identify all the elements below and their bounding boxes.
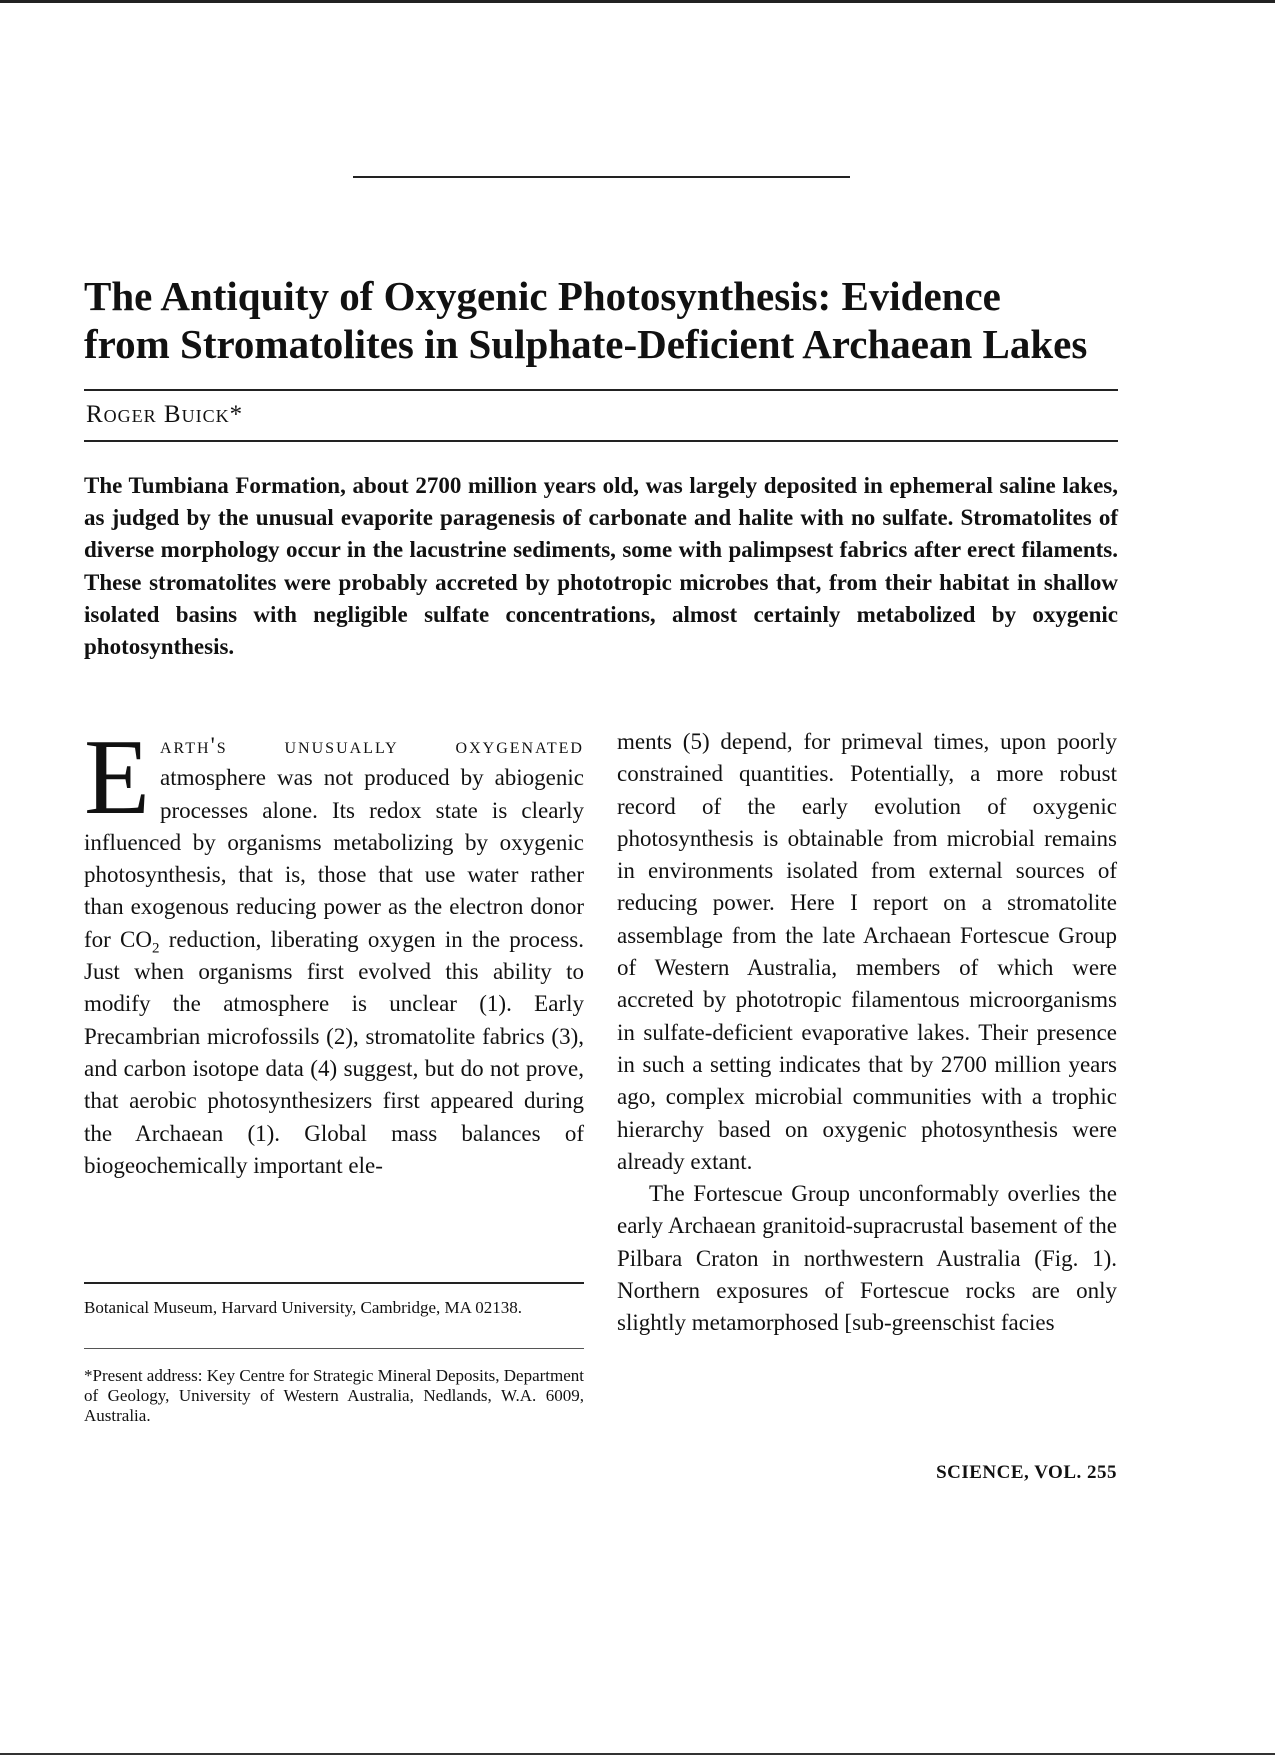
article-title xyxy=(84,272,1124,368)
intro-paragraph xyxy=(84,718,584,1182)
drop-cap: E xyxy=(84,718,150,837)
affiliation-footnote: Botanical Museum, Harvard University, Cambridge, MA 02138. xyxy=(84,1298,522,1317)
page-top-border xyxy=(0,0,1275,3)
right-paragraph-1: ments (5) depend, for primeval times, upon poorly constrained quantities. Potentially, a more robust record of the early evolution of oxygenic photosynthesis is obtainable from microbial remains in environments isolated from external sources of reducing power. Here I report on a stromatolite assemblage from the late Archaean Fortescue Group of Western Australia, members of which were accreted by phototropic filamentous microorganisms in sulfate-deficient evaporative lakes. Their presence in such a setting indicates that by 2700 million years ago, complex microbial communities with a trophic hierarchy based on oxygenic photosynthesis were already extant. xyxy=(617,729,1117,1174)
intro-text-a: atmosphere was not produced by abiogenic processes alone. Its redox state is clearly influenced by organisms metabolizing by oxygenic photosynthesis, that is, those that use water rather than exogenous reducing power as the electron donor for CO xyxy=(84,765,584,952)
footnote-rule xyxy=(84,1282,584,1284)
author-rule xyxy=(84,440,1118,442)
title-line-1: The Antiquity of Oxygenic Photosynthesis: Evidence xyxy=(84,273,1001,319)
lead-in-text: arth's unusually oxygenated xyxy=(159,733,584,758)
title-rule xyxy=(84,389,1118,391)
running-footer: SCIENCE, VOL. 255 xyxy=(936,1462,1117,1483)
body-column-right xyxy=(617,726,1117,1340)
header-rule xyxy=(353,176,850,178)
present-address-footnote: *Present address: Key Centre for Strategic Mineral Deposits, Department of Geology, University of Western Australia, Nedlands, W.A. 6009, Australia. xyxy=(84,1366,584,1425)
title-line-2: from Stromatolites in Sulphate-Deficient Archaean Lakes xyxy=(84,321,1088,367)
body-column-left xyxy=(84,718,584,1182)
author-name: Roger Buick* xyxy=(86,401,244,428)
co2-subscript: 2 xyxy=(152,940,160,957)
abstract: The Tumbiana Formation, about 2700 million years old, was largely deposited in ephemeral saline lakes, as judged by the unusual evaporite paragenesis of carbonate and halite with no sulfate. Stromatolites of diverse morphology occur in the lacustrine sediments, some with palimpsest fabrics after erect filaments. These stromatolites were probably accreted by phototropic microbes that, from their habitat in shallow isolated basins with negligible sulfate concentrations, almost certainly metabolized by oxygenic photosynthesis. xyxy=(84,473,1118,660)
right-paragraph-2: The Fortescue Group unconformably overlies the early Archaean granitoid-supracrustal basement of the Pilbara Craton in northwestern Australia (Fig. 1). Northern exposures of Fortescue rocks are only slightly metamorphosed [sub-greenschist facies xyxy=(617,1181,1117,1336)
footnote-separator xyxy=(84,1348,584,1349)
intro-text-b: reduction, liberating oxygen in the process. Just when organisms first evolved this ability to modify the atmosphere is unclear (1). Early Precambrian microfossils (2), stromatolite fabrics (3), and carbon isotope data (4) suggest, but do not prove, that aerobic photosynthesizers first appeared during the Archaean (1). Global mass balances of biogeochemically important ele- xyxy=(84,926,584,1178)
